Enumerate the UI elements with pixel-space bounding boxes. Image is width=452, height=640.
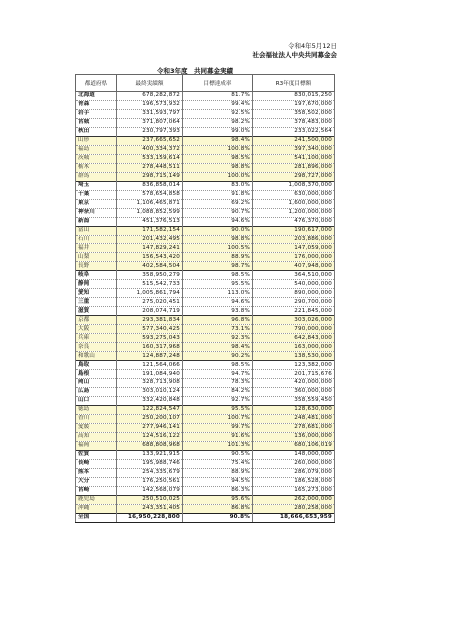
achievement-rate-cell: 90.2%	[183, 352, 253, 361]
achievement-rate-cell: 98.8%	[183, 163, 253, 172]
prefecture-cell: 栃木	[76, 163, 117, 172]
table-row	[76, 325, 335, 334]
target-amount-cell: 197,670,000	[253, 100, 335, 109]
target-amount-cell: 148,000,000	[253, 450, 335, 459]
target-amount-cell: 358,502,000	[253, 109, 335, 118]
actual-amount-cell: 121,564,066	[117, 361, 183, 370]
table-row	[76, 145, 335, 154]
actual-amount-cell: 1,088,852,599	[117, 208, 183, 217]
actual-amount-cell: 124,516,122	[117, 432, 183, 441]
target-amount-cell: 642,843,000	[253, 334, 335, 343]
prefecture-cell: 熊本	[76, 468, 117, 477]
prefecture-cell: 和歌山	[76, 352, 117, 361]
actual-amount-cell: 578,654,858	[117, 190, 183, 199]
table-row	[76, 208, 335, 217]
achievement-rate-cell: 91.8%	[183, 190, 253, 199]
table-row	[76, 298, 335, 307]
actual-amount-cell: 358,950,279	[117, 271, 183, 280]
target-amount-cell: 303,026,000	[253, 316, 335, 325]
prefecture-cell: 兵庫	[76, 334, 117, 343]
prefecture-cell: 神奈川	[76, 208, 117, 217]
table-row	[76, 127, 335, 136]
prefecture-cell: 富山	[76, 226, 117, 235]
actual-amount-cell: 332,420,848	[117, 396, 183, 405]
achievement-rate-cell: 100.0%	[183, 172, 253, 181]
table-row	[76, 334, 335, 343]
target-amount-cell: 790,000,000	[253, 325, 335, 334]
target-amount-cell: 630,000,000	[253, 190, 335, 199]
fundraising-results-table	[75, 74, 335, 523]
table-row	[76, 450, 335, 459]
achievement-rate-cell: 98.5%	[183, 154, 253, 163]
target-amount-cell: 364,510,000	[253, 271, 335, 280]
prefecture-cell: 福井	[76, 244, 117, 253]
prefecture-cell: 山形	[76, 136, 117, 145]
achievement-rate-cell: 86.3%	[183, 486, 253, 495]
table-row	[76, 486, 335, 495]
actual-amount-cell: 250,510,025	[117, 495, 183, 504]
achievement-rate-cell: 92.3%	[183, 334, 253, 343]
achievement-rate-cell: 92.7%	[183, 396, 253, 405]
table-row	[76, 181, 335, 190]
target-amount-cell: 203,886,000	[253, 235, 335, 244]
target-amount-cell: 260,000,000	[253, 459, 335, 468]
actual-amount-cell: 331,593,797	[117, 109, 183, 118]
actual-amount-cell: 577,340,425	[117, 325, 183, 334]
achievement-rate-cell: 98.8%	[183, 235, 253, 244]
achievement-rate-cell: 83.0%	[183, 181, 253, 190]
table-row	[76, 468, 335, 477]
prefecture-cell: 静岡	[76, 280, 117, 289]
achievement-rate-cell: 113.0%	[183, 289, 253, 298]
table-row	[76, 307, 335, 316]
achievement-rate-cell: 101.3%	[183, 441, 253, 450]
total-target-cell: 18,666,653,959	[253, 513, 335, 522]
achievement-rate-cell: 100.8%	[183, 145, 253, 154]
achievement-rate-cell: 88.9%	[183, 253, 253, 262]
actual-amount-cell: 201,432,495	[117, 235, 183, 244]
table-row	[76, 370, 335, 379]
actual-amount-cell: 230,797,393	[117, 127, 183, 136]
prefecture-cell: 滋賀	[76, 307, 117, 316]
table-row	[76, 190, 335, 199]
achievement-rate-cell: 100.5%	[183, 244, 253, 253]
table-row	[76, 163, 335, 172]
col-header-rate: 目標達成率	[183, 75, 253, 92]
achievement-rate-cell: 91.6%	[183, 432, 253, 441]
target-amount-cell: 241,500,000	[253, 136, 335, 145]
actual-amount-cell: 1,106,465,871	[117, 199, 183, 208]
table-row	[76, 217, 335, 226]
actual-amount-cell: 836,858,014	[117, 181, 183, 190]
target-amount-cell: 281,896,000	[253, 163, 335, 172]
table-title: 令和3年度 共同募金実績	[157, 67, 234, 75]
table-row	[76, 235, 335, 244]
report-date: 令和4年5月12日	[287, 42, 337, 50]
prefecture-cell: 鹿児島	[76, 495, 117, 504]
prefecture-cell: 秋田	[76, 127, 117, 136]
actual-amount-cell: 275,020,451	[117, 298, 183, 307]
col-header-target: R3年度目標額	[253, 75, 335, 92]
prefecture-cell: 千葉	[76, 190, 117, 199]
table-row	[76, 262, 335, 271]
prefecture-cell: 長野	[76, 262, 117, 271]
prefecture-cell: 奈良	[76, 343, 117, 352]
table-row	[76, 100, 335, 109]
target-amount-cell: 262,000,000	[253, 495, 335, 504]
actual-amount-cell: 195,988,746	[117, 459, 183, 468]
target-amount-cell: 201,715,676	[253, 370, 335, 379]
prefecture-cell: 福島	[76, 145, 117, 154]
table-row	[76, 379, 335, 388]
prefecture-cell: 大分	[76, 477, 117, 486]
target-amount-cell: 123,382,000	[253, 361, 335, 370]
prefecture-cell: 群馬	[76, 172, 117, 181]
actual-amount-cell: 156,543,420	[117, 253, 183, 262]
prefecture-cell: 愛知	[76, 289, 117, 298]
achievement-rate-cell: 98.5%	[183, 361, 253, 370]
table-row	[76, 495, 335, 504]
target-amount-cell: 233,022,564	[253, 127, 335, 136]
prefecture-cell: 福岡	[76, 441, 117, 450]
achievement-rate-cell: 90.7%	[183, 208, 253, 217]
achievement-rate-cell: 94.6%	[183, 298, 253, 307]
target-amount-cell: 298,727,000	[253, 172, 335, 181]
table-row	[76, 316, 335, 325]
table-row	[76, 280, 335, 289]
prefecture-cell: 佐賀	[76, 450, 117, 459]
target-amount-cell: 541,100,000	[253, 154, 335, 163]
prefecture-cell: 石川	[76, 235, 117, 244]
prefecture-cell: 長崎	[76, 459, 117, 468]
achievement-rate-cell: 99.4%	[183, 100, 253, 109]
achievement-rate-cell: 69.2%	[183, 199, 253, 208]
target-amount-cell: 407,948,000	[253, 262, 335, 271]
actual-amount-cell: 678,282,872	[117, 92, 183, 101]
achievement-rate-cell: 95.5%	[183, 405, 253, 414]
table-row	[76, 199, 335, 208]
actual-amount-cell: 171,582,154	[117, 226, 183, 235]
table-row	[76, 244, 335, 253]
table-row	[76, 441, 335, 450]
achievement-rate-cell: 96.8%	[183, 316, 253, 325]
target-amount-cell: 190,617,000	[253, 226, 335, 235]
actual-amount-cell: 593,275,043	[117, 334, 183, 343]
prefecture-cell: 岡山	[76, 379, 117, 388]
achievement-rate-cell: 73.1%	[183, 325, 253, 334]
actual-amount-cell: 124,887,248	[117, 352, 183, 361]
prefecture-cell: 茨城	[76, 154, 117, 163]
prefecture-cell: 山口	[76, 396, 117, 405]
actual-amount-cell: 278,448,511	[117, 163, 183, 172]
actual-amount-cell: 277,946,141	[117, 423, 183, 432]
target-amount-cell: 138,530,000	[253, 352, 335, 361]
table-row	[76, 154, 335, 163]
achievement-rate-cell: 94.5%	[183, 477, 253, 486]
prefecture-cell: 京都	[76, 316, 117, 325]
table-row	[76, 459, 335, 468]
prefecture-cell: 島根	[76, 370, 117, 379]
prefecture-cell: 三重	[76, 298, 117, 307]
achievement-rate-cell: 88.9%	[183, 468, 253, 477]
actual-amount-cell: 688,808,968	[117, 441, 183, 450]
target-amount-cell: 890,000,000	[253, 289, 335, 298]
actual-amount-cell: 371,807,064	[117, 118, 183, 127]
achievement-rate-cell: 95.6%	[183, 495, 253, 504]
achievement-rate-cell: 98.7%	[183, 262, 253, 271]
target-amount-cell: 136,000,000	[253, 432, 335, 441]
achievement-rate-cell: 98.4%	[183, 343, 253, 352]
achievement-rate-cell: 84.2%	[183, 387, 253, 396]
actual-amount-cell: 400,334,372	[117, 145, 183, 154]
target-amount-cell: 397,340,000	[253, 145, 335, 154]
actual-amount-cell: 133,921,915	[117, 450, 183, 459]
actual-amount-cell: 142,568,079	[117, 486, 183, 495]
achievement-rate-cell: 92.5%	[183, 109, 253, 118]
actual-amount-cell: 328,713,908	[117, 379, 183, 388]
prefecture-cell: 大阪	[76, 325, 117, 334]
target-amount-cell: 1,600,000,000	[253, 199, 335, 208]
target-amount-cell: 286,079,000	[253, 468, 335, 477]
actual-amount-cell: 533,159,614	[117, 154, 183, 163]
target-amount-cell: 128,630,000	[253, 405, 335, 414]
table-row	[76, 504, 335, 513]
achievement-rate-cell: 75.4%	[183, 459, 253, 468]
table-row	[76, 109, 335, 118]
achievement-rate-cell: 94.7%	[183, 370, 253, 379]
actual-amount-cell: 196,573,932	[117, 100, 183, 109]
actual-amount-cell: 298,715,149	[117, 172, 183, 181]
actual-amount-cell: 451,376,513	[117, 217, 183, 226]
target-amount-cell: 221,845,000	[253, 307, 335, 316]
total-row	[76, 513, 335, 522]
achievement-rate-cell: 99.0%	[183, 127, 253, 136]
achievement-rate-cell: 98.2%	[183, 118, 253, 127]
table-header-row	[76, 75, 335, 92]
actual-amount-cell: 402,584,504	[117, 262, 183, 271]
table-row	[76, 136, 335, 145]
achievement-rate-cell: 81.7%	[183, 92, 253, 101]
target-amount-cell: 290,700,000	[253, 298, 335, 307]
table-row	[76, 343, 335, 352]
prefecture-cell: 新潟	[76, 217, 117, 226]
table-row	[76, 387, 335, 396]
prefecture-cell: 高知	[76, 432, 117, 441]
actual-amount-cell: 250,200,107	[117, 414, 183, 423]
table-row	[76, 361, 335, 370]
achievement-rate-cell: 93.8%	[183, 307, 253, 316]
actual-amount-cell: 293,381,834	[117, 316, 183, 325]
prefecture-cell: 香川	[76, 414, 117, 423]
table-row	[76, 423, 335, 432]
target-amount-cell: 186,528,000	[253, 477, 335, 486]
target-amount-cell: 378,483,000	[253, 118, 335, 127]
actual-amount-cell: 515,542,733	[117, 280, 183, 289]
target-amount-cell: 147,059,000	[253, 244, 335, 253]
target-amount-cell: 278,681,000	[253, 423, 335, 432]
target-amount-cell: 1,008,370,000	[253, 181, 335, 190]
prefecture-cell: 広島	[76, 387, 117, 396]
table-row	[76, 226, 335, 235]
achievement-rate-cell: 99.7%	[183, 423, 253, 432]
achievement-rate-cell: 94.6%	[183, 217, 253, 226]
target-amount-cell: 163,000,000	[253, 343, 335, 352]
actual-amount-cell: 191,084,940	[117, 370, 183, 379]
achievement-rate-cell: 95.5%	[183, 280, 253, 289]
achievement-rate-cell: 98.4%	[183, 136, 253, 145]
total-label-cell: 全国	[76, 513, 117, 522]
table-row	[76, 172, 335, 181]
table-row	[76, 253, 335, 262]
table-row	[76, 271, 335, 280]
prefecture-cell: 青森	[76, 100, 117, 109]
actual-amount-cell: 1,005,861,794	[117, 289, 183, 298]
table-row	[76, 414, 335, 423]
prefecture-cell: 徳島	[76, 405, 117, 414]
target-amount-cell: 248,481,000	[253, 414, 335, 423]
prefecture-cell: 岩手	[76, 109, 117, 118]
total-rate-cell: 90.8%	[183, 513, 253, 522]
organization-name: 社会福祉法人中央共同募金会	[252, 51, 337, 59]
achievement-rate-cell: 90.5%	[183, 450, 253, 459]
target-amount-cell: 830,015,250	[253, 92, 335, 101]
target-amount-cell: 360,000,000	[253, 387, 335, 396]
table-row	[76, 432, 335, 441]
table-row	[76, 92, 335, 101]
achievement-rate-cell: 90.0%	[183, 226, 253, 235]
target-amount-cell: 280,258,000	[253, 504, 335, 513]
table-row	[76, 396, 335, 405]
target-amount-cell: 176,000,000	[253, 253, 335, 262]
prefecture-cell: 愛媛	[76, 423, 117, 432]
table-row	[76, 477, 335, 486]
target-amount-cell: 1,200,000,000	[253, 208, 335, 217]
col-header-actual: 最終実績額	[117, 75, 183, 92]
table-row	[76, 405, 335, 414]
target-amount-cell: 358,559,450	[253, 396, 335, 405]
target-amount-cell: 680,106,019	[253, 441, 335, 450]
actual-amount-cell: 303,010,124	[117, 387, 183, 396]
prefecture-cell: 東京	[76, 199, 117, 208]
target-amount-cell: 540,000,000	[253, 280, 335, 289]
target-amount-cell: 420,000,000	[253, 379, 335, 388]
actual-amount-cell: 254,335,679	[117, 468, 183, 477]
prefecture-cell: 北海道	[76, 92, 117, 101]
target-amount-cell: 476,370,000	[253, 217, 335, 226]
prefecture-cell: 宮城	[76, 118, 117, 127]
actual-amount-cell: 237,665,652	[117, 136, 183, 145]
actual-amount-cell: 160,317,968	[117, 343, 183, 352]
table-row	[76, 352, 335, 361]
prefecture-cell: 岐阜	[76, 271, 117, 280]
total-actual-cell: 16,950,228,800	[117, 513, 183, 522]
achievement-rate-cell: 86.8%	[183, 504, 253, 513]
actual-amount-cell: 176,250,561	[117, 477, 183, 486]
achievement-rate-cell: 78.3%	[183, 379, 253, 388]
achievement-rate-cell: 98.5%	[183, 271, 253, 280]
prefecture-cell: 山梨	[76, 253, 117, 262]
table-row	[76, 118, 335, 127]
col-header-prefecture: 都道府県	[76, 75, 117, 92]
prefecture-cell: 鳥取	[76, 361, 117, 370]
actual-amount-cell: 122,824,547	[117, 405, 183, 414]
target-amount-cell: 165,273,000	[253, 486, 335, 495]
actual-amount-cell: 208,074,719	[117, 307, 183, 316]
actual-amount-cell: 243,351,405	[117, 504, 183, 513]
prefecture-cell: 埼玉	[76, 181, 117, 190]
actual-amount-cell: 147,829,241	[117, 244, 183, 253]
prefecture-cell: 宮崎	[76, 486, 117, 495]
achievement-rate-cell: 100.7%	[183, 414, 253, 423]
table-row	[76, 289, 335, 298]
prefecture-cell: 沖縄	[76, 504, 117, 513]
